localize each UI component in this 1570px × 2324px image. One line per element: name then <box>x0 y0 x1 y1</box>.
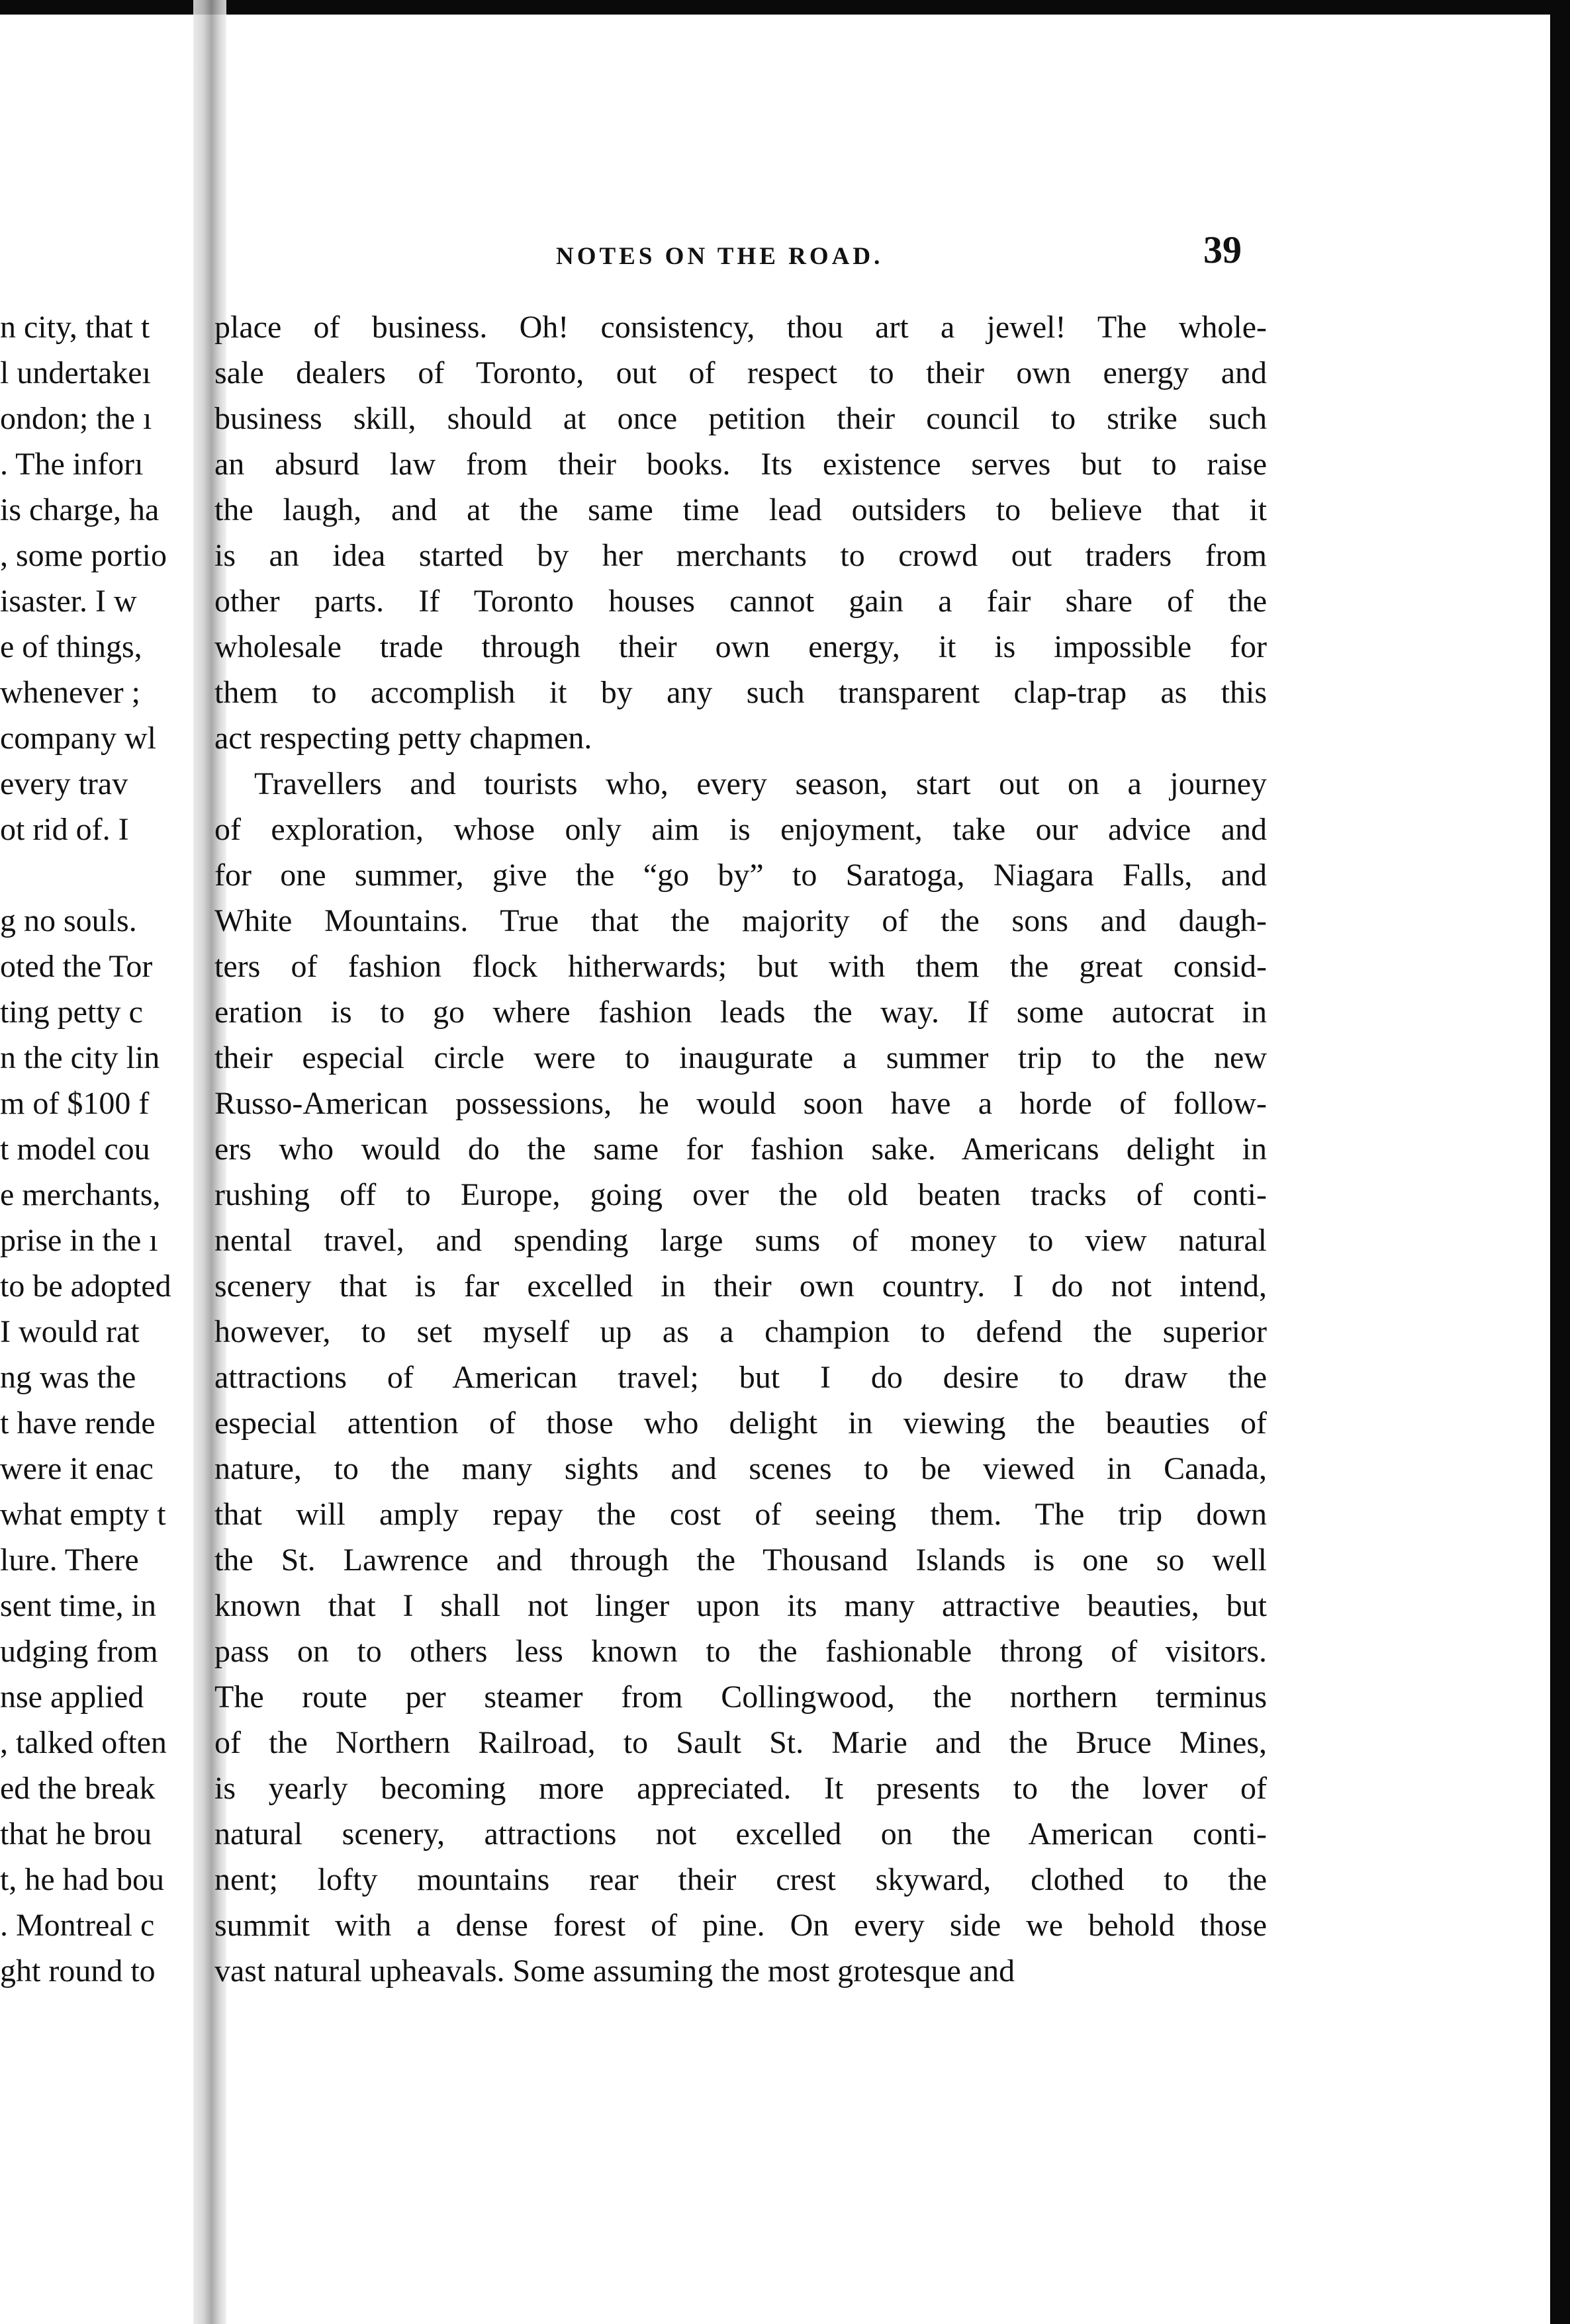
left-text-line: ed the break <box>0 1771 156 1806</box>
left-text-line: every trav <box>0 766 128 801</box>
left-text-line: m of $100 f <box>0 1086 150 1121</box>
text-line: an absurd law from their books. Its existence serves but to raise <box>214 447 1267 482</box>
scan-right-border <box>1550 0 1570 2324</box>
left-text-line: t have rende <box>0 1406 156 1441</box>
text-line: their especial circle were to inaugurate a summer trip to the new <box>214 1040 1267 1075</box>
text-line: known that I shall not linger upon its many attractive beauties, but <box>214 1588 1267 1623</box>
text-line: the St. Lawrence and through the Thousand Islands is one so well <box>214 1542 1267 1578</box>
left-text-line: g no souls. <box>0 903 137 938</box>
left-text-line: ondon; the ı <box>0 401 152 436</box>
text-line: nental travel, and spending large sums of money to view natural <box>214 1223 1267 1258</box>
text-line: however, to set myself up as a champion to defend the superior <box>214 1314 1267 1349</box>
left-text-line: ting petty c <box>0 995 143 1030</box>
left-text-line: company wl <box>0 721 156 756</box>
text-line: is an idea started by her merchants to crowd out traders from <box>214 538 1267 573</box>
text-line: Russo-American possessions, he would soon have a horde of follow- <box>214 1086 1267 1121</box>
text-line: scenery that is far excelled in their own country. I do not intend, <box>214 1269 1267 1304</box>
page-number: 39 <box>1203 228 1242 271</box>
left-text-line: udging from <box>0 1634 158 1669</box>
left-text-line: ot rid of. I <box>0 812 129 847</box>
left-text-line: sent time, in <box>0 1588 156 1623</box>
left-text-line: e merchants, <box>0 1177 161 1212</box>
text-line: act respecting petty chapmen. <box>214 721 592 756</box>
left-text-line: is charge, ha <box>0 492 160 527</box>
text-line: ers who would do the same for fashion sake. Americans delight in <box>214 1132 1267 1167</box>
left-text-line: I would rat <box>0 1314 140 1349</box>
text-line: nent; lofty mountains rear their crest skyward, clothed to the <box>214 1862 1267 1897</box>
left-text-line: . The inforı <box>0 447 144 482</box>
left-text-line: , some portio <box>0 538 167 573</box>
left-text-line: ght round to <box>0 1953 156 1989</box>
left-text-line: n the city lin <box>0 1040 160 1075</box>
text-line: White Mountains. True that the majority of the sons and daugh- <box>214 903 1267 938</box>
text-line: sale dealers of Toronto, out of respect to their own energy and <box>214 355 1267 390</box>
text-line: of the Northern Railroad, to Sault St. Marie and the Bruce Mines, <box>214 1725 1267 1760</box>
left-text-line: n city, that t <box>0 310 150 345</box>
left-text-line: e of things, <box>0 629 142 664</box>
running-head: NOTES ON THE ROAD. <box>556 243 884 270</box>
text-line: rushing off to Europe, going over the old beaten tracks of conti- <box>214 1177 1267 1212</box>
left-text-line: isaster. I w <box>0 584 137 619</box>
left-text-line: t model cou <box>0 1132 150 1167</box>
text-line: them to accomplish it by any such transparent clap-trap as this <box>214 675 1267 710</box>
left-text-line: that he brou <box>0 1816 152 1852</box>
text-line: natural scenery, attractions not excelled on the American conti- <box>214 1816 1267 1852</box>
text-line: business skill, should at once petition their council to strike such <box>214 401 1267 436</box>
left-text-line: prise in the ı <box>0 1223 158 1258</box>
main-text-column <box>214 304 1267 1994</box>
left-text-line: whenever ; <box>0 675 140 710</box>
left-text-line: to be adopted <box>0 1269 171 1304</box>
text-line: of exploration, whose only aim is enjoyment, take our advice and <box>214 812 1267 847</box>
text-line: the laugh, and at the same time lead outsiders to believe that it <box>214 492 1267 527</box>
scan-top-border <box>0 0 1570 15</box>
text-line: other parts. If Toronto houses cannot gain a fair share of the <box>214 584 1267 619</box>
text-line: Travellers and tourists who, every season, start out on a journey <box>254 766 1267 801</box>
left-text-line: were it enac <box>0 1451 154 1486</box>
text-line: wholesale trade through their own energy, it is impossible for <box>214 629 1267 664</box>
left-text-line: lure. There <box>0 1542 139 1578</box>
left-text-line: l undertakeı <box>0 355 151 390</box>
text-line: for one summer, give the “go by” to Saratoga, Niagara Falls, and <box>214 858 1267 893</box>
left-text-line: t, he had bou <box>0 1862 164 1897</box>
text-line: attractions of American travel; but I do desire to draw the <box>214 1360 1267 1395</box>
left-text-line: nse applied <box>0 1679 144 1715</box>
left-text-line: what empty t <box>0 1497 166 1532</box>
left-text-line: oted the Tor <box>0 949 153 984</box>
text-line: vast natural upheavals. Some assuming the most grotesque and <box>214 1953 1015 1989</box>
text-line: place of business. Oh! consistency, thou art a jewel! The whole- <box>214 310 1267 345</box>
text-line: summit with a dense forest of pine. On every side we behold those <box>214 1908 1267 1943</box>
text-line: pass on to others less known to the fashionable throng of visitors. <box>214 1634 1267 1669</box>
left-text-line: . Montreal c <box>0 1908 155 1943</box>
left-text-line: , talked often <box>0 1725 167 1760</box>
text-line: nature, to the many sights and scenes to be viewed in Canada, <box>214 1451 1267 1486</box>
text-line: that will amply repay the cost of seeing them. The trip down <box>214 1497 1267 1532</box>
text-line: is yearly becoming more appreciated. It presents to the lover of <box>214 1771 1267 1806</box>
left-text-line <box>0 852 203 898</box>
text-line: especial attention of those who delight in viewing the beauties of <box>214 1406 1267 1441</box>
text-line: ters of fashion flock hitherwards; but with them the great consid- <box>214 949 1267 984</box>
text-line: The route per steamer from Collingwood, the northern terminus <box>214 1679 1267 1715</box>
previous-page-text-fragment <box>0 304 203 1994</box>
text-line: eration is to go where fashion leads the way. If some autocrat in <box>214 995 1267 1030</box>
left-text-line: ng was the <box>0 1360 136 1395</box>
